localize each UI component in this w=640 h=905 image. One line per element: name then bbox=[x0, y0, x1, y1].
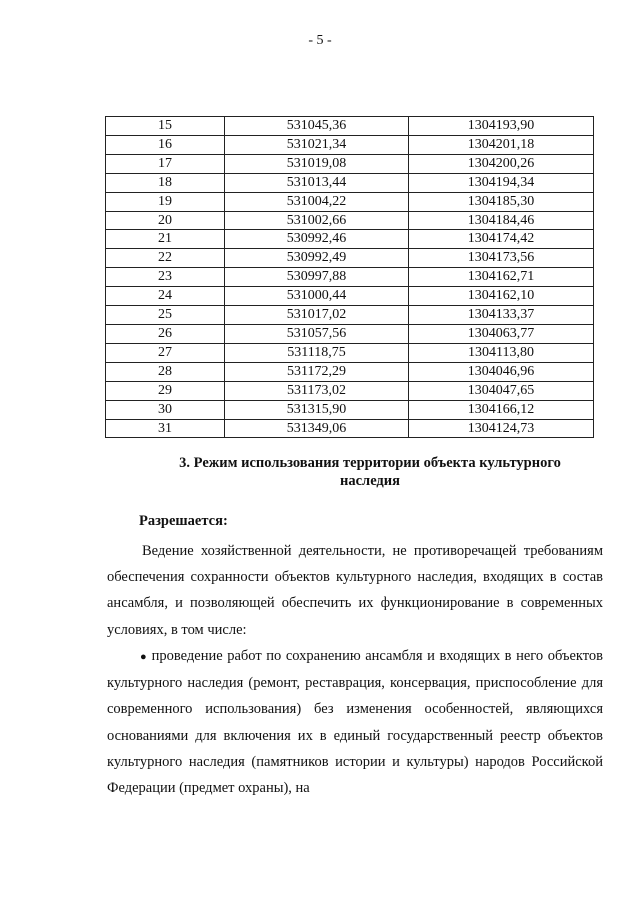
y-coordinate-cell: 1304063,77 bbox=[409, 324, 594, 343]
y-coordinate-cell: 1304184,46 bbox=[409, 211, 594, 230]
table-row bbox=[106, 154, 594, 173]
page-number: - 5 - bbox=[308, 33, 332, 48]
paragraph-intro: Ведение хозяйственной деятельности, не противоречащей требованиям обеспечения сохранности объектов культурного наследия, входящих в состав ансамбля, и позволяющей обеспечить их функционирование в современных условиях, в том числе: bbox=[107, 543, 603, 638]
point-number-cell: 24 bbox=[106, 287, 225, 306]
y-coordinate-cell: 1304194,34 bbox=[409, 173, 594, 192]
table-row bbox=[106, 135, 594, 154]
y-coordinate-cell: 1304124,73 bbox=[409, 419, 594, 438]
x-coordinate-cell: 531013,44 bbox=[225, 173, 409, 192]
point-number-cell: 25 bbox=[106, 306, 225, 325]
y-coordinate-cell: 1304193,90 bbox=[409, 117, 594, 136]
y-coordinate-cell: 1304046,96 bbox=[409, 362, 594, 381]
x-coordinate-cell: 530992,46 bbox=[225, 230, 409, 249]
bullet-icon: ● bbox=[140, 651, 148, 663]
point-number-cell: 18 bbox=[106, 173, 225, 192]
x-coordinate-cell: 530997,88 bbox=[225, 268, 409, 287]
table-row bbox=[106, 211, 594, 230]
point-number-cell: 15 bbox=[106, 117, 225, 136]
y-coordinate-cell: 1304047,65 bbox=[409, 381, 594, 400]
x-coordinate-cell: 531019,08 bbox=[225, 154, 409, 173]
point-number-cell: 31 bbox=[106, 419, 225, 438]
x-coordinate-cell: 531000,44 bbox=[225, 287, 409, 306]
y-coordinate-cell: 1304162,71 bbox=[409, 268, 594, 287]
table-row bbox=[106, 117, 594, 136]
table-row bbox=[106, 381, 594, 400]
table-row bbox=[106, 173, 594, 192]
section-heading-line1: 3. Режим использования территории объекта культурного bbox=[179, 455, 561, 471]
x-coordinate-cell: 531045,36 bbox=[225, 117, 409, 136]
table-row bbox=[106, 400, 594, 419]
y-coordinate-cell: 1304200,26 bbox=[409, 154, 594, 173]
x-coordinate-cell: 531017,02 bbox=[225, 306, 409, 325]
point-number-cell: 16 bbox=[106, 135, 225, 154]
point-number-cell: 19 bbox=[106, 192, 225, 211]
coordinates-table bbox=[105, 116, 594, 438]
point-number-cell: 28 bbox=[106, 362, 225, 381]
y-coordinate-cell: 1304185,30 bbox=[409, 192, 594, 211]
point-number-cell: 22 bbox=[106, 249, 225, 268]
x-coordinate-cell: 531021,34 bbox=[225, 135, 409, 154]
y-coordinate-cell: 1304201,18 bbox=[409, 135, 594, 154]
x-coordinate-cell: 531172,29 bbox=[225, 362, 409, 381]
point-number-cell: 29 bbox=[106, 381, 225, 400]
table-row bbox=[106, 362, 594, 381]
table-row bbox=[106, 324, 594, 343]
x-coordinate-cell: 531173,02 bbox=[225, 381, 409, 400]
y-coordinate-cell: 1304162,10 bbox=[409, 287, 594, 306]
bullet-text: проведение работ по сохранению ансамбля и входящих в него объектов культурного наследия (ремонт, реставрация, консервация, приспособление для современного использования) без изменения особенностей, являющихся основаниями для включения их в единый государственный реестр объектов культурного наследия (памятников истории и культуры) народов Российской Федерации (предмет охраны), на bbox=[107, 648, 603, 797]
x-coordinate-cell: 530992,49 bbox=[225, 249, 409, 268]
point-number-cell: 21 bbox=[106, 230, 225, 249]
point-number-cell: 20 bbox=[106, 211, 225, 230]
point-number-cell: 26 bbox=[106, 324, 225, 343]
table-row bbox=[106, 230, 594, 249]
point-number-cell: 30 bbox=[106, 400, 225, 419]
point-number-cell: 27 bbox=[106, 343, 225, 362]
point-number-cell: 23 bbox=[106, 268, 225, 287]
y-coordinate-cell: 1304173,56 bbox=[409, 249, 594, 268]
section-heading-line2: наследия bbox=[340, 473, 400, 489]
table-row bbox=[106, 268, 594, 287]
table-row bbox=[106, 287, 594, 306]
x-coordinate-cell: 531118,75 bbox=[225, 343, 409, 362]
y-coordinate-cell: 1304133,37 bbox=[409, 306, 594, 325]
y-coordinate-cell: 1304113,80 bbox=[409, 343, 594, 362]
y-coordinate-cell: 1304174,42 bbox=[409, 230, 594, 249]
y-coordinate-cell: 1304166,12 bbox=[409, 400, 594, 419]
allowed-label: Разрешается: bbox=[139, 513, 228, 529]
x-coordinate-cell: 531349,06 bbox=[225, 419, 409, 438]
x-coordinate-cell: 531057,56 bbox=[225, 324, 409, 343]
table-row bbox=[106, 192, 594, 211]
table-row bbox=[106, 306, 594, 325]
paragraph-bullet bbox=[107, 643, 603, 801]
section-heading bbox=[100, 454, 640, 490]
x-coordinate-cell: 531004,22 bbox=[225, 192, 409, 211]
table-row bbox=[106, 343, 594, 362]
x-coordinate-cell: 531315,90 bbox=[225, 400, 409, 419]
table-row bbox=[106, 249, 594, 268]
table-row bbox=[106, 419, 594, 438]
point-number-cell: 17 bbox=[106, 154, 225, 173]
x-coordinate-cell: 531002,66 bbox=[225, 211, 409, 230]
